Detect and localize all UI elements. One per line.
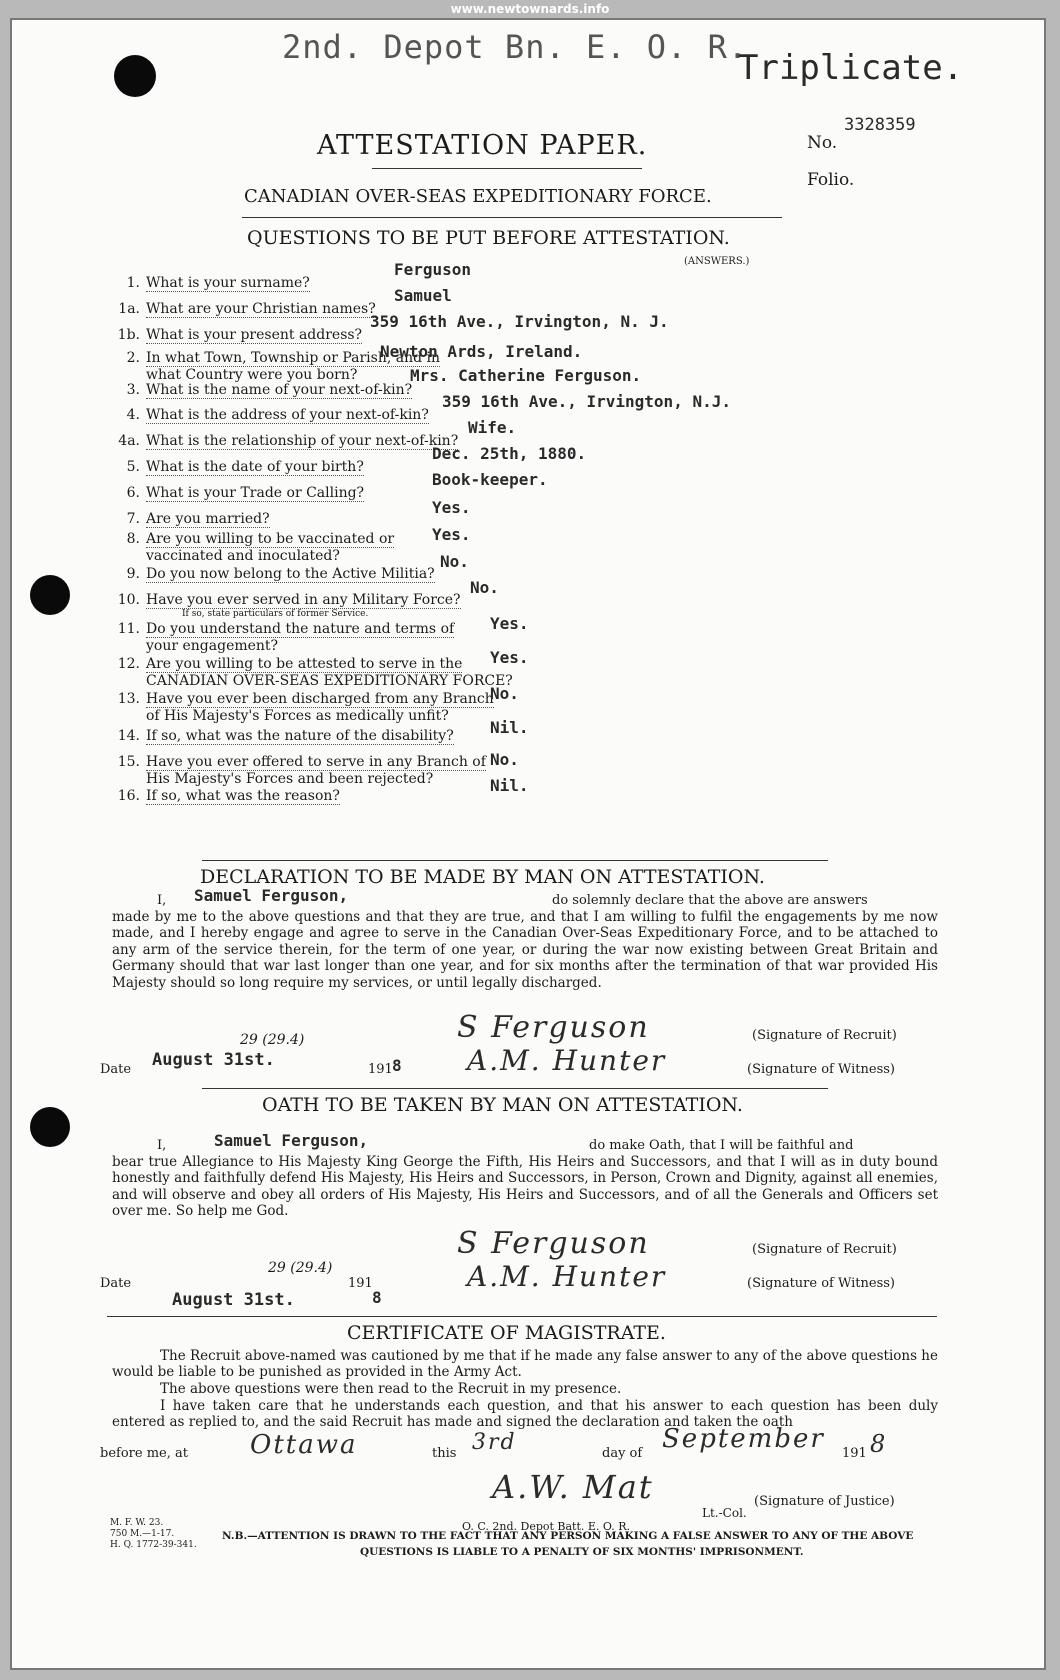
question-row [112,327,362,344]
magistrate-year-prefix: 191 [842,1446,867,1461]
question-number: 7. [126,511,140,527]
declaration-after-name: do solemnly declare that the above are answers [552,893,868,908]
question-number: 2. [126,350,140,366]
question-text-continued: your engagement? [146,638,279,654]
magistrate-paragraph-1: The Recruit above-named was cautioned by me that if he made any false answer to any of the above questions he would be liable to be punished as provided in the Army Act. [112,1348,938,1381]
answer-typed: Samuel [394,286,452,305]
question-text: What are your Christian names? [146,301,376,317]
copy-label: Triplicate. [738,48,964,88]
question-row [112,459,364,476]
answers-label: (ANSWERS.) [684,256,750,267]
question-number: 14. [117,728,140,744]
this-label: this [432,1446,457,1461]
magistrate-year-suffix: 8 [870,1430,888,1458]
regimental-number: 3328359 [844,115,916,135]
question-number: 11. [117,621,140,637]
question-note: If so, state particulars of former Service. [182,609,369,619]
question-text: What is your present address? [146,327,363,343]
question-number: 4. [126,407,140,423]
punch-hole-icon [114,55,156,97]
question-text: Do you now belong to the Active Militia? [146,566,435,582]
question-row [112,433,458,450]
answer-typed: No. [470,578,499,597]
justice-signature-label: (Signature of Justice) [754,1494,895,1509]
magistrate-paragraph-3: I have taken care that he understands each question, and that his answer to each question has been duly entered as replied to, and the said Recruit has made and signed the declaration and taken the oath [112,1398,938,1431]
question-text-continued: of His Majesty's Forces as medically unfit? [146,708,449,724]
question-text: What is the address of your next-of-kin? [146,407,429,423]
question-row [112,531,394,564]
section-divider [202,1088,828,1089]
magistrate-paragraph-2: The above questions were then read to the Recruit in my presence. [160,1381,622,1397]
oath-witness-signature: A.M. Hunter [467,1260,667,1293]
question-text: Are you willing to be attested to serve in the [146,656,463,672]
question-row [112,621,454,654]
question-number: 15. [117,754,140,770]
answer-typed: Mrs. Catherine Ferguson. [410,366,642,385]
question-row [112,691,494,724]
nb-notice-line-1: N.B.—ATTENTION IS DRAWN TO THE FACT THAT ANY PERSON MAKING A FALSE ANSWER TO ANY OF THE ABOVE [222,1530,914,1542]
question-text: Have you ever been discharged from any Branch [146,691,494,707]
declaration-year-suffix: 8 [392,1056,402,1075]
question-text: What is your Trade or Calling? [146,485,365,501]
question-text-continued: CANADIAN OVER-SEAS EXPEDITIONARY FORCE? [146,673,513,689]
question-row [112,275,310,292]
oath-witness-signature-label: (Signature of Witness) [747,1276,895,1291]
answer-typed: Yes. [490,614,529,633]
oath-recruit-signature: S Ferguson [457,1226,650,1261]
question-text: What is the name of your next-of-kin? [146,382,413,398]
answer-typed: Dec. 25th, 1880. [432,444,587,463]
question-row [112,301,376,318]
witness-signature: A.M. Hunter [467,1044,667,1077]
question-text-continued: what Country were you born? [146,367,358,383]
page-subtitle: CANADIAN OVER-SEAS EXPEDITIONARY FORCE. [244,186,712,207]
answer-typed: Yes. [490,648,529,667]
answer-typed: Wife. [468,418,517,437]
question-row [112,728,454,745]
month-handwritten: September [662,1424,825,1454]
answer-typed: Yes. [432,525,471,544]
question-text: If so, what was the nature of the disability? [146,728,454,744]
answer-typed: Ferguson [394,260,472,279]
oath-name: Samuel Ferguson, [214,1131,369,1150]
nb-notice-line-2: QUESTIONS IS LIABLE TO A PENALTY OF SIX MONTHS' IMPRISONMENT. [360,1546,804,1558]
question-number: 1a. [118,301,140,317]
question-row [112,592,461,619]
question-row [112,382,412,399]
answer-typed: Nil. [490,718,529,737]
oath-date-typed: August 31st. [172,1290,295,1310]
question-number: 13. [117,691,140,707]
oath-body: bear true Allegiance to His Majesty King George the Fifth, His Heirs and Successors, and that I will as in duty bound honestly and faithfully defend His Majesty, His Heirs and Successors, in Person, Crown and Dignity, against all enemies, and will observe and obey all orders of His Majesty, His Heirs and Successors, and of all the Generals and Officers set over me. So help me God. [112,1154,938,1220]
oath-after-name: do make Oath, that I will be faithful and [589,1138,854,1153]
answer-typed: No. [490,684,519,703]
oath-date-label: Date [100,1276,132,1291]
punch-hole-icon [30,1107,70,1147]
declaration-i: I, [157,893,167,908]
rank-suffix: Lt.-Col. [702,1506,747,1520]
question-text: Have you ever offered to serve in any Branch of [146,754,486,770]
oath-recruit-signature-label: (Signature of Recruit) [752,1242,897,1257]
question-text-continued: His Majesty's Forces and been rejected? [146,771,434,787]
declaration-date-label: Date [100,1062,132,1077]
question-number: 12. [117,656,140,672]
no-label: No. [807,133,838,153]
question-row [112,511,270,528]
answer-typed: 359 16th Ave., Irvington, N. J. [370,312,669,331]
question-row [112,754,486,787]
question-text: Are you willing to be vaccinated or [146,531,395,547]
question-row [112,566,435,583]
declaration-heading: DECLARATION TO BE MADE BY MAN ON ATTESTATION. [200,866,765,888]
answer-typed: Nil. [490,776,529,795]
question-text: What is the relationship of your next-of-kin? [146,433,459,449]
oath-i: I, [157,1138,167,1153]
before-me-label: before me, at [100,1446,188,1461]
answer-typed: Yes. [432,498,471,517]
answer-typed: Newton Ards, Ireland. [380,342,583,361]
question-number: 5. [126,459,140,475]
day-handwritten: 3rd [472,1430,517,1455]
declaration-body: made by me to the above questions and that they are true, and that I am willing to fulfil the engagements by me now made, and I hereby engage and agree to serve in the Canadian Over-Seas Expeditionary Force, and to be attached to any arm of the service therein, for the term of one year, or during the war now existing between Great Britain and Germany should that war last longer than one year, and for six months after the termination of that war provided His Majesty should so long require my services, or until legally discharged. [112,909,938,991]
question-text-continued: vaccinated and inoculated? [146,548,340,564]
section-divider [107,1316,937,1317]
day-of-label: day of [602,1446,643,1461]
folio-label: Folio. [807,170,855,190]
question-number: 6. [126,485,140,501]
declaration-date-hand: 29 (29.4) [240,1032,305,1048]
section-divider [202,860,828,861]
answer-typed: No. [440,552,469,571]
justice-signature: A.W. Mat [492,1468,654,1506]
question-text: Have you ever served in any Military Force? [146,592,461,608]
oath-year-suffix: 8 [372,1288,382,1307]
question-text: What is your surname? [146,275,310,291]
question-text: Do you understand the nature and terms of [146,621,455,637]
declaration-year-prefix: 191 [368,1062,393,1077]
question-number: 9. [126,566,140,582]
subtitle-rule [242,217,782,218]
form-codes: M. F. W. 23. 750 M.—1-17. H. Q. 1772-39-341. [110,1518,197,1550]
place-handwritten: Ottawa [250,1430,358,1460]
question-row [112,407,429,424]
magistrate-heading: CERTIFICATE OF MAGISTRATE. [347,1322,666,1344]
declaration-date-typed: August 31st. [152,1050,275,1070]
attestation-paper [10,18,1046,1670]
recruit-signature-label: (Signature of Recruit) [752,1028,897,1043]
question-number: 3. [126,382,140,398]
question-row [112,656,513,689]
site-banner: www.newtownards.info [450,2,610,16]
answer-typed: 359 16th Ave., Irvington, N.J. [442,392,731,411]
questions-heading: QUESTIONS TO BE PUT BEFORE ATTESTATION. [247,227,730,249]
question-number: 1. [126,275,140,291]
question-text: Are you married? [146,511,270,527]
title-underline [372,168,642,169]
question-row [112,788,340,805]
oath-date-hand: 29 (29.4) [268,1260,333,1276]
question-number: 10. [117,592,140,608]
question-text: If so, what was the reason? [146,788,340,804]
depot-stamp: 2nd. Depot Bn. E. O. R. [282,28,749,66]
oath-year-prefix: 191 [348,1276,373,1291]
question-row [112,485,364,502]
witness-signature-label: (Signature of Witness) [747,1062,895,1077]
oath-heading: OATH TO BE TAKEN BY MAN ON ATTESTATION. [262,1094,743,1116]
question-number: 1b. [117,327,140,343]
question-text: In what Town, Township or Parish, and in [146,350,441,366]
question-number: 4a. [118,433,140,449]
page-title: ATTESTATION PAPER. [317,130,648,161]
question-number: 16. [117,788,140,804]
recruit-signature: S Ferguson [457,1010,650,1045]
declaration-name: Samuel Ferguson, [194,886,349,905]
question-text: What is the date of your birth? [146,459,364,475]
punch-hole-icon [30,575,70,615]
answer-typed: Book-keeper. [432,470,548,489]
question-number: 8. [126,531,140,547]
answer-typed: No. [490,750,519,769]
rank-line: O. C. 2nd. Depot Batt. E. O. R. [462,1520,631,1533]
